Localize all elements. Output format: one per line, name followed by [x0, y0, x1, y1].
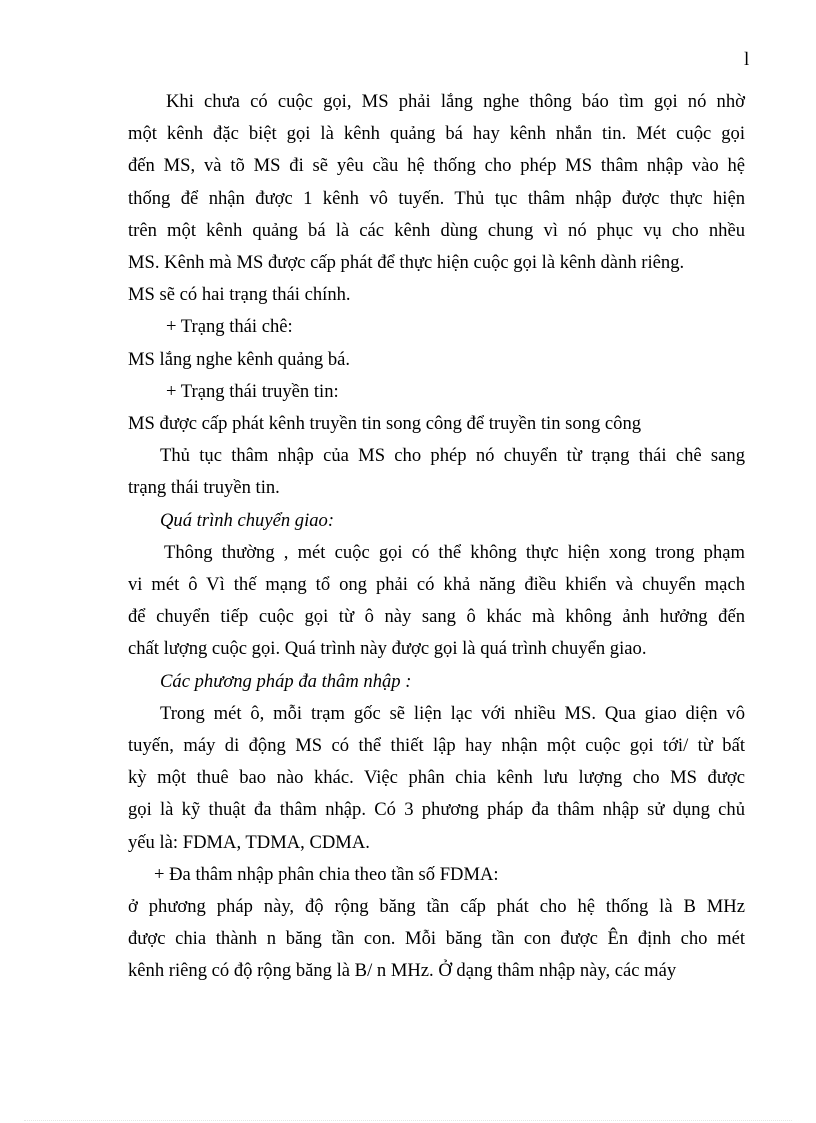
text-line: MS. Kênh mà MS được cấp phát để thực hiện cuộc gọi là kênh dành riêng. — [128, 252, 685, 274]
text-line: tuyến, máy di động MS có thể thiết lập hay nhận một cuộc gọi tới/ từ bất — [128, 735, 745, 757]
page-bottom-rule — [24, 1120, 792, 1121]
document-body — [128, 86, 745, 988]
text-line: được chia thành n băng tần con. Mỗi băng tần con được Ên định cho mét — [128, 928, 745, 950]
text-line: trạng thái truyền tin. — [128, 477, 280, 499]
text-line: một kênh đặc biệt gọi là kênh quảng bá hay kênh nhắn tin. Mét cuộc gọi — [128, 123, 745, 145]
section-heading-handover: Quá trình chuyển giao: — [160, 509, 335, 531]
text-line: kỳ một thuê bao nào khác. Việc phân chia kênh lưu lượng cho MS được — [128, 767, 745, 789]
text-line: gọi là kỹ thuật đa thâm nhập. Có 3 phương pháp đa thâm nhập sử dụng chủ — [128, 799, 745, 821]
paragraph-two-states: MS sẽ có hai trạng thái chính. — [128, 284, 351, 306]
text-line: chất lượng cuộc gọi. Quá trình này được gọi là quá trình chuyển giao. — [128, 638, 647, 660]
text-line: yếu là: FDMA, TDMA, CDMA. — [128, 831, 370, 853]
page-number: l — [744, 49, 750, 70]
paragraph-call-intro — [128, 86, 745, 279]
paragraph-handover — [128, 537, 745, 666]
list-item-fdma: + Đa thâm nhập phân chia theo tần số FDMA: — [154, 863, 499, 885]
list-item-idle-state: + Trạng thái chê: — [166, 316, 293, 338]
paragraph-idle-description: MS lắng nghe kênh quảng bá. — [128, 348, 351, 370]
paragraph-transmit-description: MS được cấp phát kênh truyền tin song công để truyền tin song công — [128, 413, 642, 435]
list-item-transmit-state: + Trạng thái truyền tin: — [166, 380, 339, 402]
text-line: đến MS, và tõ MS đi sẽ yêu cầu hệ thống cho phép MS thâm nhập vào hệ — [128, 155, 745, 177]
text-line: kênh riêng có độ rộng băng là B/ n MHz. Ở dạng thâm nhập này, các máy — [128, 960, 677, 982]
paragraph-multiple-access — [128, 698, 745, 859]
paragraph-access-procedure — [128, 440, 745, 504]
section-heading-multiple-access: Các phương pháp đa thâm nhập : — [160, 670, 412, 692]
text-line: trên một kênh quảng bá là các kênh dùng chung vì nó phục vụ cho nhều — [128, 219, 745, 241]
text-line: thống để nhận được 1 kênh vô tuyến. Thủ tục thâm nhập được thực hiện — [128, 187, 745, 209]
text-line: Thông thường , mét cuộc gọi có thể không thực hiện xong trong phạm — [164, 541, 745, 563]
text-line: ở phương pháp này, độ rộng băng tần cấp phát cho hệ thống là B MHz — [128, 896, 745, 918]
paragraph-fdma — [128, 891, 745, 988]
text-line: Khi chưa có cuộc gọi, MS phải lắng nghe thông báo tìm gọi nó nhờ — [166, 91, 745, 112]
text-line: vi mét ô Vì thế mạng tổ ong phải có khả năng điều khiển và chuyển mạch — [128, 574, 745, 596]
text-line: để chuyển tiếp cuộc gọi từ ô này sang ô khác mà không ảnh hưởng đến — [128, 606, 745, 628]
text-line: Thủ tục thâm nhập của MS cho phép nó chuyển từ trạng thái chê sang — [160, 445, 745, 467]
text-line: Trong mét ô, mỗi trạm gốc sẽ liện lạc với nhiều MS. Qua giao diện vô — [160, 702, 745, 724]
